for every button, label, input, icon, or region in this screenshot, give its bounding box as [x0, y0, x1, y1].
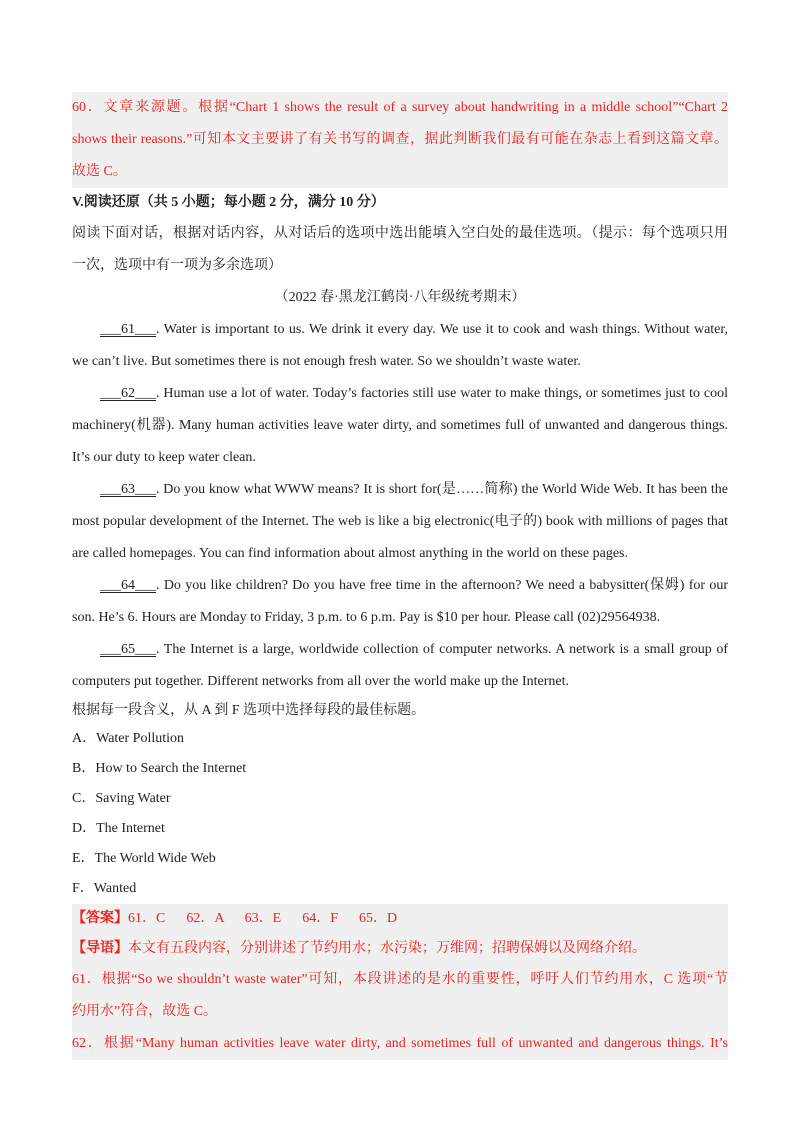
paragraph-line: machinery(机器). Many human activities leave water dirty, and sometimes full of unwanted and dangerous things. [72, 418, 728, 433]
answer-tag: 【答案】 [72, 911, 128, 926]
q61-line-2: 约用水”符合，故选 C。 [72, 1004, 218, 1019]
instructions-line-2: 一次，选项中有一项为多余选项） [72, 258, 282, 273]
paragraph-line: It’s our duty to keep water clean. [72, 450, 256, 465]
guide-text: 本文有五段内容，分别讲述了节约用水；水污染；万维网；招聘保姆以及网络介绍。 [128, 941, 646, 956]
paragraph-text: . Do you like children? Do you have free time in the afternoon? We need a babysitter(保姆) for our [156, 578, 728, 593]
option-c: C．Saving Water [72, 791, 171, 806]
paragraph-text: . Human use a lot of water. Today’s factories still use water to make things, or sometimes just to cool [156, 386, 728, 401]
answer-text: 61．C 62．A 63．E 64．F 65．D [128, 911, 398, 926]
paragraph-text: . The Internet is a large, worldwide collection of computer networks. A network is a small group of [156, 642, 728, 657]
q62-explanation [72, 1028, 728, 1060]
paragraph-line: most popular development of the Internet. The web is like a big electronic(电子的) book with millions of pages that [72, 514, 728, 529]
section-title: V.阅读还原（共 5 小题；每小题 2 分，满分 10 分） [72, 195, 385, 210]
paragraph-65 [72, 634, 728, 698]
paragraph-64 [72, 570, 728, 634]
option-f: F．Wanted [72, 881, 137, 896]
blank-62: ___62___ [100, 386, 156, 401]
paragraph-line: son. He’s 6. Hours are Monday to Friday, 3 p.m. to 6 p.m. Pay is $10 per hour. Please call (02)29564938. [72, 610, 661, 625]
q60-line-2: shows their reasons.”可知本文主要讲了有关书写的调查，据此判断我们最有可能在杂志上看到这篇文章。 [72, 132, 728, 147]
q60-explanation [72, 92, 728, 188]
question-prompt: 根据每一段含义，从 A 到 F 选项中选择每段的最佳标题。 [72, 703, 426, 718]
answer-key-block [72, 904, 728, 1060]
paragraph-text: . Water is important to us. We drink it every day. We use it to cook and wash things. Without water, [156, 322, 728, 337]
paragraph-62 [72, 378, 728, 474]
option-e: E．The World Wide Web [72, 851, 216, 866]
answer-line [72, 904, 728, 934]
q61-line-1: 61．根据“So we shouldn’t waste water”可知，本段讲述的是水的重要性，呼吁人们节约用水，C 选项“节 [72, 972, 728, 987]
q60-line-1: 60．文章来源题。根据“Chart 1 shows the result of a survey about handwriting in a middle school”“Chart 2 [72, 100, 728, 115]
option-b: B．How to Search the Internet [72, 761, 247, 776]
q62-line-1: 62．根据“Many human activities leave water dirty, and sometimes full of unwanted and dangerous things. It’s [72, 1036, 728, 1051]
paragraph-line: computers put together. Different networks from all over the world make up the Internet. [72, 674, 569, 689]
source-note: （2022 春·黑龙江鹤岗·八年级统考期末） [274, 290, 526, 305]
q60-line-3: 故选 C。 [72, 164, 127, 179]
blank-61: ___61___ [100, 322, 156, 337]
instructions-line-1: 阅读下面对话，根据对话内容，从对话后的选项中选出能填入空白处的最佳选项。（提示：每个选项只用 [72, 226, 728, 241]
section-instructions [72, 218, 728, 282]
guide-tag: 【导语】 [72, 941, 128, 956]
option-a: A．Water Pollution [72, 731, 185, 746]
document-page [72, 92, 728, 1060]
paragraph-line: we can’t live. But sometimes there is not enough fresh water. So we shouldn’t waste water. [72, 354, 581, 369]
blank-65: ___65___ [100, 642, 156, 657]
option-d: D．The Internet [72, 821, 165, 836]
guide-line [72, 934, 728, 964]
paragraph-61 [72, 314, 728, 378]
paragraph-line: are called homepages. You can find information about almost anything in the world on these pages. [72, 546, 628, 561]
options-list [72, 724, 728, 904]
q61-explanation [72, 964, 728, 1028]
paragraph-63 [72, 474, 728, 570]
blank-64: ___64___ [100, 578, 156, 593]
paragraph-text: . Do you know what WWW means? It is short for(是……简称) the World Wide Web. It has been the [156, 482, 728, 497]
blank-63: ___63___ [100, 482, 156, 497]
